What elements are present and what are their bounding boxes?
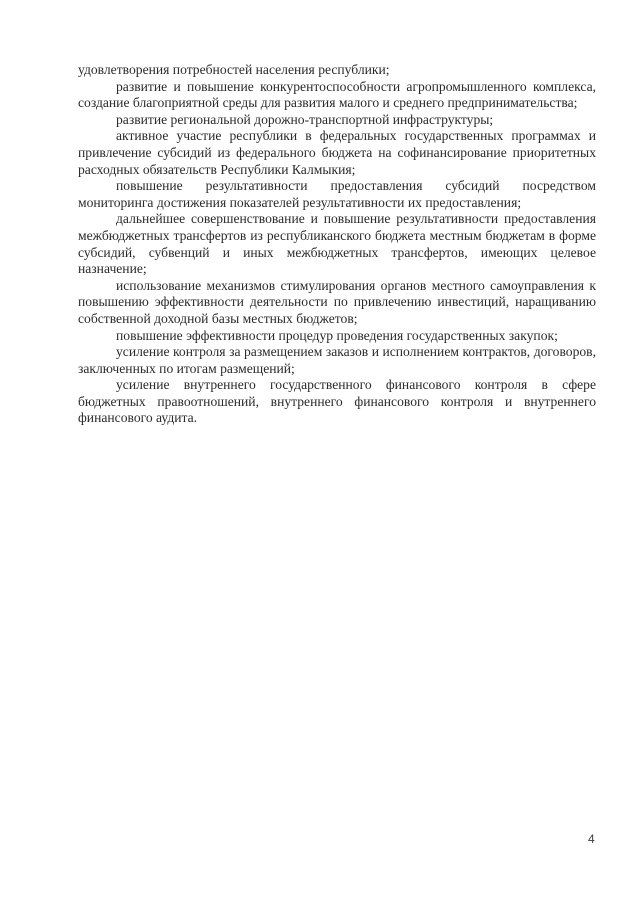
paragraph-subsidy-monitoring: повышение результативности предоставления субсидий посредством мониторинга достижения показателей результативности их предоставления; — [78, 178, 596, 210]
document-body — [78, 62, 596, 427]
paragraph-financial-control: усиление внутреннего государственного финансового контроля в сфере бюджетных правоотношений, внутреннего финансового контроля и внутреннего финансового аудита. — [78, 377, 596, 426]
paragraph-contract-control: усиление контроля за размещением заказов и исполнением контрактов, договоров, заключенных по итогам размещений; — [78, 344, 596, 376]
paragraph-agro-development: развитие и повышение конкурентоспособности агропромышленного комплекса, создание благоприятной среды для развития малого и среднего предпринимательства; — [78, 78, 596, 111]
paragraph-road-infrastructure: развитие региональной дорожно-транспортной инфраструктуры; — [116, 111, 494, 127]
page-number: 4 — [588, 832, 595, 846]
paragraph-procurement-efficiency: повышение эффективности процедур проведения государственных закупок; — [116, 327, 558, 343]
paragraph-interbudget-transfers: дальнейшее совершенствование и повышение результативности предоставления межбюджетных трансфертов из республиканского бюджета местным бюджетам в форме субсидий, субвенций и иных межбюджетных трансфертов, имеющих целевое назначение; — [78, 211, 596, 277]
paragraph-continuation: удовлетворения потребностей населения республики; — [78, 62, 390, 77]
paragraph-municipal-incentives: использование механизмов стимулирования органов местного самоуправления к повышению эффективности деятельности по привлечению инвестиций, наращиванию собственной доходной базы местных бюджетов; — [78, 277, 596, 326]
paragraph-federal-programs: активное участие республики в федеральных государственных программах и привлечение субсидий из федерального бюджета на софинансирование приоритетных расходных обязательств Республики Калмыкия; — [78, 128, 596, 177]
